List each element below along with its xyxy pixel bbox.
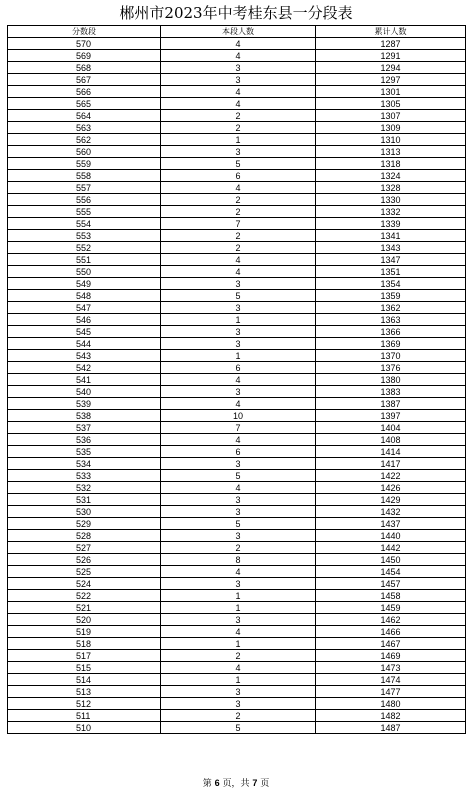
count-cell: 6 bbox=[161, 170, 316, 182]
cumulative-cell: 1422 bbox=[316, 470, 466, 482]
count-cell: 2 bbox=[161, 710, 316, 722]
cumulative-cell: 1354 bbox=[316, 278, 466, 290]
score-cell: 514 bbox=[8, 674, 161, 686]
table-row bbox=[8, 650, 466, 662]
table-row bbox=[8, 626, 466, 638]
column-header-score: 分数段 bbox=[8, 26, 161, 38]
count-cell: 3 bbox=[161, 494, 316, 506]
cumulative-cell: 1291 bbox=[316, 50, 466, 62]
count-cell: 3 bbox=[161, 326, 316, 338]
score-cell: 510 bbox=[8, 722, 161, 734]
table-row bbox=[8, 146, 466, 158]
score-cell: 546 bbox=[8, 314, 161, 326]
cumulative-cell: 1467 bbox=[316, 638, 466, 650]
score-distribution-table bbox=[7, 25, 466, 734]
table-row bbox=[8, 458, 466, 470]
count-cell: 5 bbox=[161, 470, 316, 482]
table-row bbox=[8, 722, 466, 734]
table-body bbox=[8, 38, 466, 734]
count-cell: 3 bbox=[161, 146, 316, 158]
cumulative-cell: 1477 bbox=[316, 686, 466, 698]
score-cell: 553 bbox=[8, 230, 161, 242]
table-row bbox=[8, 230, 466, 242]
score-cell: 517 bbox=[8, 650, 161, 662]
count-cell: 2 bbox=[161, 542, 316, 554]
cumulative-cell: 1450 bbox=[316, 554, 466, 566]
page-title: 郴州市2023年中考桂东县一分段表 bbox=[119, 4, 353, 22]
count-cell: 2 bbox=[161, 242, 316, 254]
score-cell: 527 bbox=[8, 542, 161, 554]
table-row bbox=[8, 326, 466, 338]
score-cell: 547 bbox=[8, 302, 161, 314]
table-row bbox=[8, 110, 466, 122]
score-cell: 563 bbox=[8, 122, 161, 134]
table-row bbox=[8, 578, 466, 590]
score-cell: 511 bbox=[8, 710, 161, 722]
score-cell: 538 bbox=[8, 410, 161, 422]
count-cell: 3 bbox=[161, 74, 316, 86]
score-cell: 535 bbox=[8, 446, 161, 458]
count-cell: 3 bbox=[161, 302, 316, 314]
cumulative-cell: 1359 bbox=[316, 290, 466, 302]
cumulative-cell: 1343 bbox=[316, 242, 466, 254]
header-row bbox=[8, 26, 466, 38]
count-cell: 3 bbox=[161, 338, 316, 350]
table-row bbox=[8, 410, 466, 422]
score-cell: 559 bbox=[8, 158, 161, 170]
count-cell: 10 bbox=[161, 410, 316, 422]
table-row bbox=[8, 314, 466, 326]
table-row bbox=[8, 542, 466, 554]
table-row bbox=[8, 590, 466, 602]
cumulative-cell: 1480 bbox=[316, 698, 466, 710]
cumulative-cell: 1404 bbox=[316, 422, 466, 434]
count-cell: 3 bbox=[161, 458, 316, 470]
count-cell: 3 bbox=[161, 278, 316, 290]
total-page-count: 7 bbox=[252, 778, 258, 788]
cumulative-cell: 1469 bbox=[316, 650, 466, 662]
score-cell: 529 bbox=[8, 518, 161, 530]
table-row bbox=[8, 98, 466, 110]
page-footer bbox=[0, 777, 472, 790]
count-cell: 5 bbox=[161, 290, 316, 302]
table-row bbox=[8, 74, 466, 86]
count-cell: 8 bbox=[161, 554, 316, 566]
cumulative-cell: 1330 bbox=[316, 194, 466, 206]
count-cell: 3 bbox=[161, 62, 316, 74]
count-cell: 3 bbox=[161, 506, 316, 518]
count-cell: 3 bbox=[161, 530, 316, 542]
score-cell: 549 bbox=[8, 278, 161, 290]
footer-suffix: 页 bbox=[257, 779, 270, 789]
score-cell: 531 bbox=[8, 494, 161, 506]
cumulative-cell: 1341 bbox=[316, 230, 466, 242]
score-cell: 555 bbox=[8, 206, 161, 218]
score-cell: 569 bbox=[8, 50, 161, 62]
cumulative-cell: 1309 bbox=[316, 122, 466, 134]
table-row bbox=[8, 662, 466, 674]
table-row bbox=[8, 134, 466, 146]
score-cell: 515 bbox=[8, 662, 161, 674]
table-row bbox=[8, 338, 466, 350]
cumulative-cell: 1474 bbox=[316, 674, 466, 686]
table-row bbox=[8, 158, 466, 170]
cumulative-cell: 1487 bbox=[316, 722, 466, 734]
count-cell: 5 bbox=[161, 518, 316, 530]
table-row bbox=[8, 386, 466, 398]
cumulative-cell: 1458 bbox=[316, 590, 466, 602]
cumulative-cell: 1459 bbox=[316, 602, 466, 614]
count-cell: 3 bbox=[161, 614, 316, 626]
score-cell: 518 bbox=[8, 638, 161, 650]
score-cell: 552 bbox=[8, 242, 161, 254]
table-row bbox=[8, 38, 466, 50]
count-cell: 4 bbox=[161, 434, 316, 446]
cumulative-cell: 1307 bbox=[316, 110, 466, 122]
score-cell: 542 bbox=[8, 362, 161, 374]
table-row bbox=[8, 362, 466, 374]
table-row bbox=[8, 206, 466, 218]
cumulative-cell: 1432 bbox=[316, 506, 466, 518]
table-row bbox=[8, 446, 466, 458]
count-cell: 4 bbox=[161, 98, 316, 110]
table-row bbox=[8, 242, 466, 254]
score-cell: 568 bbox=[8, 62, 161, 74]
score-cell: 543 bbox=[8, 350, 161, 362]
score-cell: 521 bbox=[8, 602, 161, 614]
table-row bbox=[8, 278, 466, 290]
table-row bbox=[8, 50, 466, 62]
score-cell: 526 bbox=[8, 554, 161, 566]
cumulative-cell: 1324 bbox=[316, 170, 466, 182]
cumulative-cell: 1442 bbox=[316, 542, 466, 554]
count-cell: 2 bbox=[161, 194, 316, 206]
table-row bbox=[8, 530, 466, 542]
table-row bbox=[8, 698, 466, 710]
table-row bbox=[8, 710, 466, 722]
table-row bbox=[8, 602, 466, 614]
count-cell: 5 bbox=[161, 722, 316, 734]
table-row bbox=[8, 182, 466, 194]
count-cell: 1 bbox=[161, 314, 316, 326]
cumulative-cell: 1440 bbox=[316, 530, 466, 542]
cumulative-cell: 1437 bbox=[316, 518, 466, 530]
count-cell: 4 bbox=[161, 398, 316, 410]
table-row bbox=[8, 686, 466, 698]
count-cell: 5 bbox=[161, 158, 316, 170]
cumulative-cell: 1383 bbox=[316, 386, 466, 398]
score-cell: 512 bbox=[8, 698, 161, 710]
cumulative-cell: 1397 bbox=[316, 410, 466, 422]
cumulative-cell: 1328 bbox=[316, 182, 466, 194]
count-cell: 4 bbox=[161, 566, 316, 578]
cumulative-cell: 1387 bbox=[316, 398, 466, 410]
cumulative-cell: 1362 bbox=[316, 302, 466, 314]
score-cell: 554 bbox=[8, 218, 161, 230]
count-cell: 1 bbox=[161, 590, 316, 602]
table-row bbox=[8, 62, 466, 74]
cumulative-cell: 1429 bbox=[316, 494, 466, 506]
score-cell: 524 bbox=[8, 578, 161, 590]
score-cell: 567 bbox=[8, 74, 161, 86]
count-cell: 2 bbox=[161, 122, 316, 134]
count-cell: 4 bbox=[161, 254, 316, 266]
column-header-count: 本段人数 bbox=[161, 26, 316, 38]
score-cell: 560 bbox=[8, 146, 161, 158]
cumulative-cell: 1370 bbox=[316, 350, 466, 362]
count-cell: 4 bbox=[161, 38, 316, 50]
count-cell: 4 bbox=[161, 482, 316, 494]
cumulative-cell: 1351 bbox=[316, 266, 466, 278]
score-cell: 528 bbox=[8, 530, 161, 542]
cumulative-cell: 1417 bbox=[316, 458, 466, 470]
count-cell: 6 bbox=[161, 362, 316, 374]
cumulative-cell: 1363 bbox=[316, 314, 466, 326]
score-cell: 541 bbox=[8, 374, 161, 386]
cumulative-cell: 1318 bbox=[316, 158, 466, 170]
count-cell: 1 bbox=[161, 350, 316, 362]
cumulative-cell: 1313 bbox=[316, 146, 466, 158]
cumulative-cell: 1366 bbox=[316, 326, 466, 338]
count-cell: 1 bbox=[161, 638, 316, 650]
table-row bbox=[8, 470, 466, 482]
count-cell: 7 bbox=[161, 218, 316, 230]
cumulative-cell: 1297 bbox=[316, 74, 466, 86]
count-cell: 7 bbox=[161, 422, 316, 434]
table-row bbox=[8, 374, 466, 386]
table-row bbox=[8, 350, 466, 362]
table-row bbox=[8, 290, 466, 302]
table-row bbox=[8, 614, 466, 626]
count-cell: 6 bbox=[161, 446, 316, 458]
score-cell: 545 bbox=[8, 326, 161, 338]
score-cell: 558 bbox=[8, 170, 161, 182]
cumulative-cell: 1332 bbox=[316, 206, 466, 218]
cumulative-cell: 1408 bbox=[316, 434, 466, 446]
table-row bbox=[8, 566, 466, 578]
table-row bbox=[8, 422, 466, 434]
score-cell: 522 bbox=[8, 590, 161, 602]
table-row bbox=[8, 674, 466, 686]
cumulative-cell: 1310 bbox=[316, 134, 466, 146]
score-cell: 544 bbox=[8, 338, 161, 350]
score-cell: 519 bbox=[8, 626, 161, 638]
table-row bbox=[8, 494, 466, 506]
count-cell: 2 bbox=[161, 650, 316, 662]
score-cell: 513 bbox=[8, 686, 161, 698]
cumulative-cell: 1466 bbox=[316, 626, 466, 638]
score-cell: 551 bbox=[8, 254, 161, 266]
score-cell: 537 bbox=[8, 422, 161, 434]
table-header bbox=[8, 26, 466, 38]
count-cell: 1 bbox=[161, 134, 316, 146]
score-cell: 536 bbox=[8, 434, 161, 446]
footer-middle: 页，共 bbox=[219, 779, 253, 789]
score-cell: 540 bbox=[8, 386, 161, 398]
cumulative-cell: 1369 bbox=[316, 338, 466, 350]
cumulative-cell: 1426 bbox=[316, 482, 466, 494]
count-cell: 3 bbox=[161, 578, 316, 590]
table-row bbox=[8, 302, 466, 314]
score-cell: 539 bbox=[8, 398, 161, 410]
table-row bbox=[8, 86, 466, 98]
score-cell: 565 bbox=[8, 98, 161, 110]
score-cell: 550 bbox=[8, 266, 161, 278]
table-row bbox=[8, 122, 466, 134]
table-row bbox=[8, 638, 466, 650]
count-cell: 2 bbox=[161, 206, 316, 218]
table-row bbox=[8, 218, 466, 230]
table-row bbox=[8, 254, 466, 266]
column-header-cumulative: 累计人数 bbox=[316, 26, 466, 38]
cumulative-cell: 1482 bbox=[316, 710, 466, 722]
table-row bbox=[8, 398, 466, 410]
current-page-number: 6 bbox=[214, 778, 220, 788]
score-cell: 532 bbox=[8, 482, 161, 494]
count-cell: 3 bbox=[161, 698, 316, 710]
score-cell: 570 bbox=[8, 38, 161, 50]
table-row bbox=[8, 482, 466, 494]
count-cell: 4 bbox=[161, 626, 316, 638]
table-row bbox=[8, 506, 466, 518]
table-row bbox=[8, 434, 466, 446]
count-cell: 4 bbox=[161, 50, 316, 62]
count-cell: 4 bbox=[161, 266, 316, 278]
score-cell: 556 bbox=[8, 194, 161, 206]
cumulative-cell: 1305 bbox=[316, 98, 466, 110]
count-cell: 1 bbox=[161, 602, 316, 614]
score-cell: 533 bbox=[8, 470, 161, 482]
score-cell: 520 bbox=[8, 614, 161, 626]
table-row bbox=[8, 554, 466, 566]
count-cell: 2 bbox=[161, 230, 316, 242]
cumulative-cell: 1473 bbox=[316, 662, 466, 674]
cumulative-cell: 1454 bbox=[316, 566, 466, 578]
score-cell: 566 bbox=[8, 86, 161, 98]
score-cell: 557 bbox=[8, 182, 161, 194]
score-cell: 525 bbox=[8, 566, 161, 578]
score-cell: 564 bbox=[8, 110, 161, 122]
count-cell: 4 bbox=[161, 182, 316, 194]
table-row bbox=[8, 194, 466, 206]
cumulative-cell: 1376 bbox=[316, 362, 466, 374]
count-cell: 3 bbox=[161, 686, 316, 698]
cumulative-cell: 1301 bbox=[316, 86, 466, 98]
table-row bbox=[8, 170, 466, 182]
cumulative-cell: 1457 bbox=[316, 578, 466, 590]
count-cell: 3 bbox=[161, 386, 316, 398]
score-cell: 534 bbox=[8, 458, 161, 470]
cumulative-cell: 1414 bbox=[316, 446, 466, 458]
count-cell: 1 bbox=[161, 674, 316, 686]
cumulative-cell: 1462 bbox=[316, 614, 466, 626]
score-cell: 548 bbox=[8, 290, 161, 302]
cumulative-cell: 1294 bbox=[316, 62, 466, 74]
count-cell: 4 bbox=[161, 662, 316, 674]
count-cell: 4 bbox=[161, 86, 316, 98]
score-cell: 562 bbox=[8, 134, 161, 146]
count-cell: 2 bbox=[161, 110, 316, 122]
table-row bbox=[8, 266, 466, 278]
score-cell: 530 bbox=[8, 506, 161, 518]
cumulative-cell: 1339 bbox=[316, 218, 466, 230]
table-row bbox=[8, 518, 466, 530]
cumulative-cell: 1287 bbox=[316, 38, 466, 50]
footer-prefix: 第 bbox=[202, 779, 215, 789]
cumulative-cell: 1347 bbox=[316, 254, 466, 266]
count-cell: 4 bbox=[161, 374, 316, 386]
cumulative-cell: 1380 bbox=[316, 374, 466, 386]
